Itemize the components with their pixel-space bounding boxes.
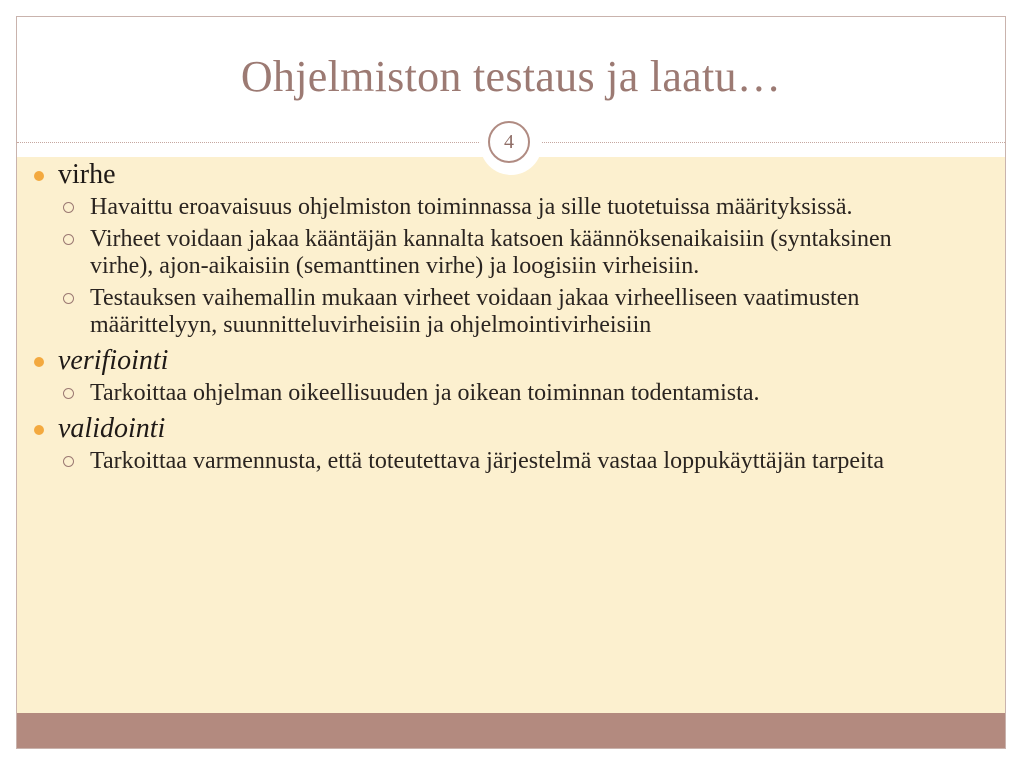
bullet-text: virhe: [58, 159, 116, 190]
sub-bullet-list: [30, 380, 950, 407]
slide-title: Ohjelmiston testaus ja laatu…: [240, 52, 782, 101]
page-number-badge: 4: [488, 121, 530, 163]
sub-bullet-text: Havaittu eroavaisuus ohjelmiston toiminnassa ja sille tuotetuissa määrityksissä.: [90, 194, 853, 220]
sub-bullet-text: Tarkoittaa ohjelman oikeellisuuden ja oikean toiminnan todentamista.: [90, 380, 760, 406]
bullet-dot-icon: [34, 171, 44, 181]
sub-bullet-container: [30, 380, 950, 407]
sub-bullet-item: [30, 380, 950, 407]
sub-bullet-list: [30, 194, 950, 339]
bullet-text: validointi: [58, 413, 166, 444]
circle-bullet-icon: [63, 456, 74, 467]
sub-bullet-item: [30, 226, 950, 280]
sub-bullet-item: [30, 194, 950, 221]
bullet-dot-icon: [34, 357, 44, 367]
sub-bullet-list: [30, 448, 950, 475]
sub-bullet-container: [30, 448, 950, 475]
bullet-list: [30, 156, 950, 480]
sub-bullet-text: Tarkoittaa varmennusta, että toteutettava järjestelmä vastaa loppukäyttäjän tarpeita: [90, 448, 884, 474]
sub-bullet-text: Virheet voidaan jakaa kääntäjän kannalta katsoen käännöksenaikaisiin (syntaksinen virhe), ajon-aikaisiin (semanttinen virhe) ja loogisiin virheisiin.: [90, 226, 892, 279]
sub-bullet-item: [30, 448, 950, 475]
circle-bullet-icon: [63, 202, 74, 213]
bullet-dot-icon: [34, 425, 44, 435]
circle-bullet-icon: [63, 388, 74, 399]
sub-bullet-text: Testauksen vaihemallin mukaan virheet voidaan jakaa virheelliseen vaatimusten määrittelyyn, suunnitteluvirheisiin ja ohjelmointivirheisiin: [90, 285, 860, 338]
bullet-item: [30, 412, 950, 445]
footer-band: [17, 713, 1005, 748]
sub-bullet-item: [30, 285, 950, 339]
sub-bullet-container: [30, 194, 950, 339]
bullet-item: [30, 344, 950, 377]
circle-bullet-icon: [63, 234, 74, 245]
bullet-item: [30, 158, 950, 191]
circle-bullet-icon: [63, 293, 74, 304]
bullet-text: verifiointi: [58, 345, 169, 376]
